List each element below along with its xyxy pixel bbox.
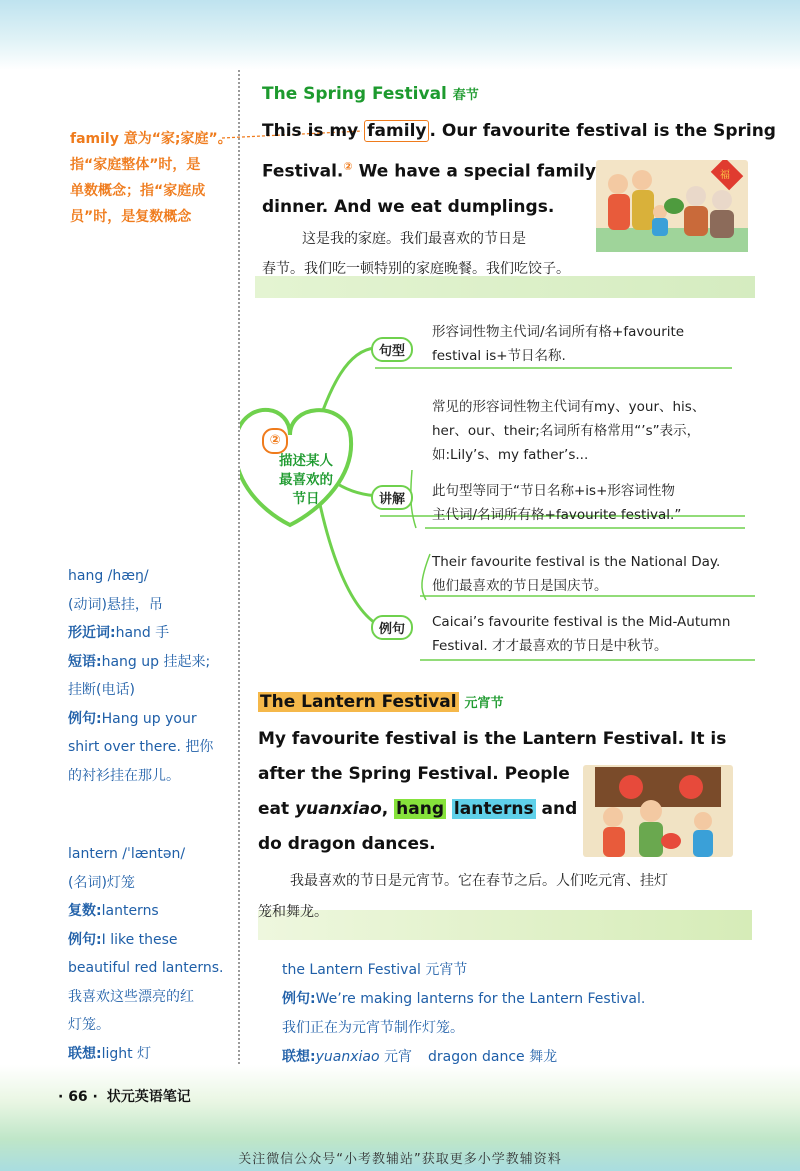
related-label: 联想: — [68, 1045, 102, 1062]
lantern-example-cont: 我喜欢这些漂亮的红 — [68, 988, 194, 1005]
example-text-1 — [432, 550, 762, 598]
related-word: yuanxiao — [315, 1049, 380, 1065]
example-value: I like these — [101, 931, 178, 948]
center-line: 节日 — [292, 491, 320, 507]
lantern-example-cont: 灯笼。 — [68, 1017, 110, 1033]
branch-label: 例句 — [379, 622, 406, 637]
family-note-line: 员”时，是复数概念 — [70, 209, 192, 225]
page-number: · 66 · — [58, 1089, 98, 1105]
related-word-cn: 元宵 — [379, 1049, 412, 1065]
text-segment: We have a special family — [352, 161, 596, 182]
text-line: do dragon dances. — [258, 834, 436, 854]
lanterns-highlight: lanterns — [453, 799, 534, 819]
hang-example-cont: shirt over there. 把你 — [68, 739, 214, 755]
branch-label: 句型 — [379, 344, 406, 359]
lantern-festival-illustration — [583, 765, 733, 857]
spring-translation-2 — [262, 254, 742, 285]
text-segment: and — [535, 799, 578, 819]
family-dinner-illustration — [596, 160, 748, 252]
example-label: 例句: — [68, 710, 102, 727]
example-line: 他们最喜欢的节日是国庆节。 — [432, 578, 608, 594]
lantern-example-cont: beautiful red lanterns. — [68, 960, 224, 976]
mindmap-center-label — [264, 452, 348, 509]
example-label: 例句: — [282, 991, 316, 1007]
family-boxed-word: family — [364, 120, 429, 142]
text-line: My favourite festival is the Lantern Festival. It is — [258, 729, 727, 749]
lantern-plural — [68, 897, 238, 926]
related-value: light 灯 — [101, 1045, 152, 1062]
family-note-line: 指“家庭整体”时，是 — [70, 157, 201, 173]
hang-vocab-note — [68, 562, 238, 790]
synonym-value: hand 手 — [115, 625, 170, 641]
text-line: after the Spring Festival. People — [258, 764, 570, 784]
plural-label: 复数: — [68, 903, 102, 919]
lantern-vocab-note — [68, 840, 238, 1068]
text-line: dinner. And we eat dumplings. — [262, 196, 555, 217]
title-cn: 元宵节 — [464, 696, 504, 711]
lantern-translation — [258, 866, 753, 928]
note-marker: ② — [343, 160, 353, 173]
page-footer — [58, 1086, 191, 1106]
explain-line: her、our、their;名词所有格常用“’s”表示， — [432, 423, 701, 439]
example-line: Their favourite festival is the National Day. — [432, 554, 721, 570]
center-line: 描述某人 — [279, 453, 333, 469]
related-line — [282, 1043, 752, 1072]
translation-line: 春节。我们吃一顿特别的家庭晚餐。我们吃饺子。 — [262, 261, 570, 277]
center-line: 最喜欢的 — [279, 472, 333, 488]
pattern-line: 形容词性物主代词/名词所有格+favourite — [432, 324, 685, 340]
text-segment: , — [381, 799, 395, 819]
example-label: 例句: — [68, 931, 102, 948]
lantern-festival-title — [258, 692, 503, 712]
related-word: dragon dance 舞龙 — [428, 1049, 558, 1065]
text-segment: This is my — [262, 121, 365, 141]
translation-line: 我最喜欢的节日是元宵节。它在春节之后。人们吃元宵、挂灯 — [290, 873, 668, 889]
explain-text — [432, 395, 762, 467]
pattern-text — [432, 320, 752, 368]
example-text-2 — [432, 610, 772, 658]
lantern-related — [68, 1040, 238, 1069]
lantern-pos: (名词)灯笼 — [68, 874, 135, 891]
text-line — [262, 114, 776, 149]
top-decor-band — [0, 0, 800, 70]
hang-synonym — [68, 619, 238, 648]
plural-value: lanterns — [101, 903, 159, 919]
branch-example-bubble — [371, 615, 413, 640]
hang-highlight: hang — [396, 799, 444, 819]
phrase-line: the Lantern Festival 元宵节 — [282, 962, 468, 978]
translation-line: 这是我的家庭。我们最喜欢的节日是 — [302, 231, 526, 247]
synonym-label: 形近词: — [68, 625, 116, 641]
hang-pos: (动词)悬挂，吊 — [68, 596, 163, 613]
watermark-text — [0, 1148, 800, 1167]
explain-equivalent-text — [432, 479, 762, 527]
example-cn-line: 我们正在为元宵节制作灯笼。 — [282, 1020, 464, 1036]
badge-text: ② — [269, 433, 281, 448]
svg-text:福: 福 — [720, 170, 730, 181]
spring-festival-title — [262, 84, 479, 104]
text-segment: . Our favourite festival is the Spring — [429, 121, 776, 141]
title-en: The Lantern Festival — [260, 692, 457, 712]
hang-phrase-cont: 挂断(电话) — [68, 682, 135, 698]
hang-phrase — [68, 648, 238, 677]
mindmap-number-badge — [262, 428, 288, 454]
title-cn: 春节 — [452, 88, 479, 103]
translation-line: 笼和舞龙。 — [258, 904, 328, 920]
lantern-example — [68, 926, 238, 955]
lantern-headword: lantern /ˈlæntən/ — [68, 846, 186, 862]
branch-explain-bubble — [371, 485, 413, 510]
family-note-line: 单数概念；指“家庭成 — [70, 183, 206, 199]
title-en: The Spring Festival — [262, 84, 447, 104]
phrase-value: hang up 挂起来; — [101, 653, 211, 670]
text-segment: Festival. — [262, 161, 344, 182]
related-label: 联想: — [282, 1049, 316, 1065]
lantern-extra-notes — [282, 956, 752, 1072]
yuanxiao-italic: yuanxiao — [295, 799, 382, 819]
book-title: 状元英语笔记 — [106, 1089, 191, 1105]
phrase-label: 短语: — [68, 653, 102, 670]
hang-example-cont: 的衬衫挂在那儿。 — [68, 767, 180, 784]
example-value: Hang up your — [101, 710, 197, 727]
example-line: Caicai’s favourite festival is the Mid-Autumn — [432, 614, 731, 630]
explain-line: 主代词/名词所有格+favourite festival.” — [432, 507, 682, 523]
explain-line: 此句型等同于“节日名称+is+形容词性物 — [432, 483, 675, 499]
example-line — [282, 985, 752, 1014]
hang-example — [68, 705, 238, 734]
branch-label: 讲解 — [379, 492, 406, 507]
family-note — [70, 126, 238, 230]
watermark-content: 关注微信公众号“小考教辅站”获取更多小学教辅资料 — [238, 1152, 562, 1167]
hang-headword: hang /hæŋ/ — [68, 568, 149, 584]
text-segment: eat — [258, 799, 296, 819]
branch-pattern-bubble — [371, 337, 413, 362]
family-note-line: family 意为“家;家庭”。 — [70, 131, 232, 147]
example-line: Festival. 才才最喜欢的节日是中秋节。 — [432, 638, 668, 654]
example-value: We’re making lanterns for the Lantern Festival. — [315, 991, 646, 1007]
explain-line: 如:Lily’s、my father’s... — [432, 447, 589, 463]
explain-line: 常见的形容词性物主代词有my、your、his、 — [432, 399, 706, 415]
spring-translation — [262, 224, 592, 255]
pattern-line: festival is+节日名称. — [432, 348, 566, 364]
